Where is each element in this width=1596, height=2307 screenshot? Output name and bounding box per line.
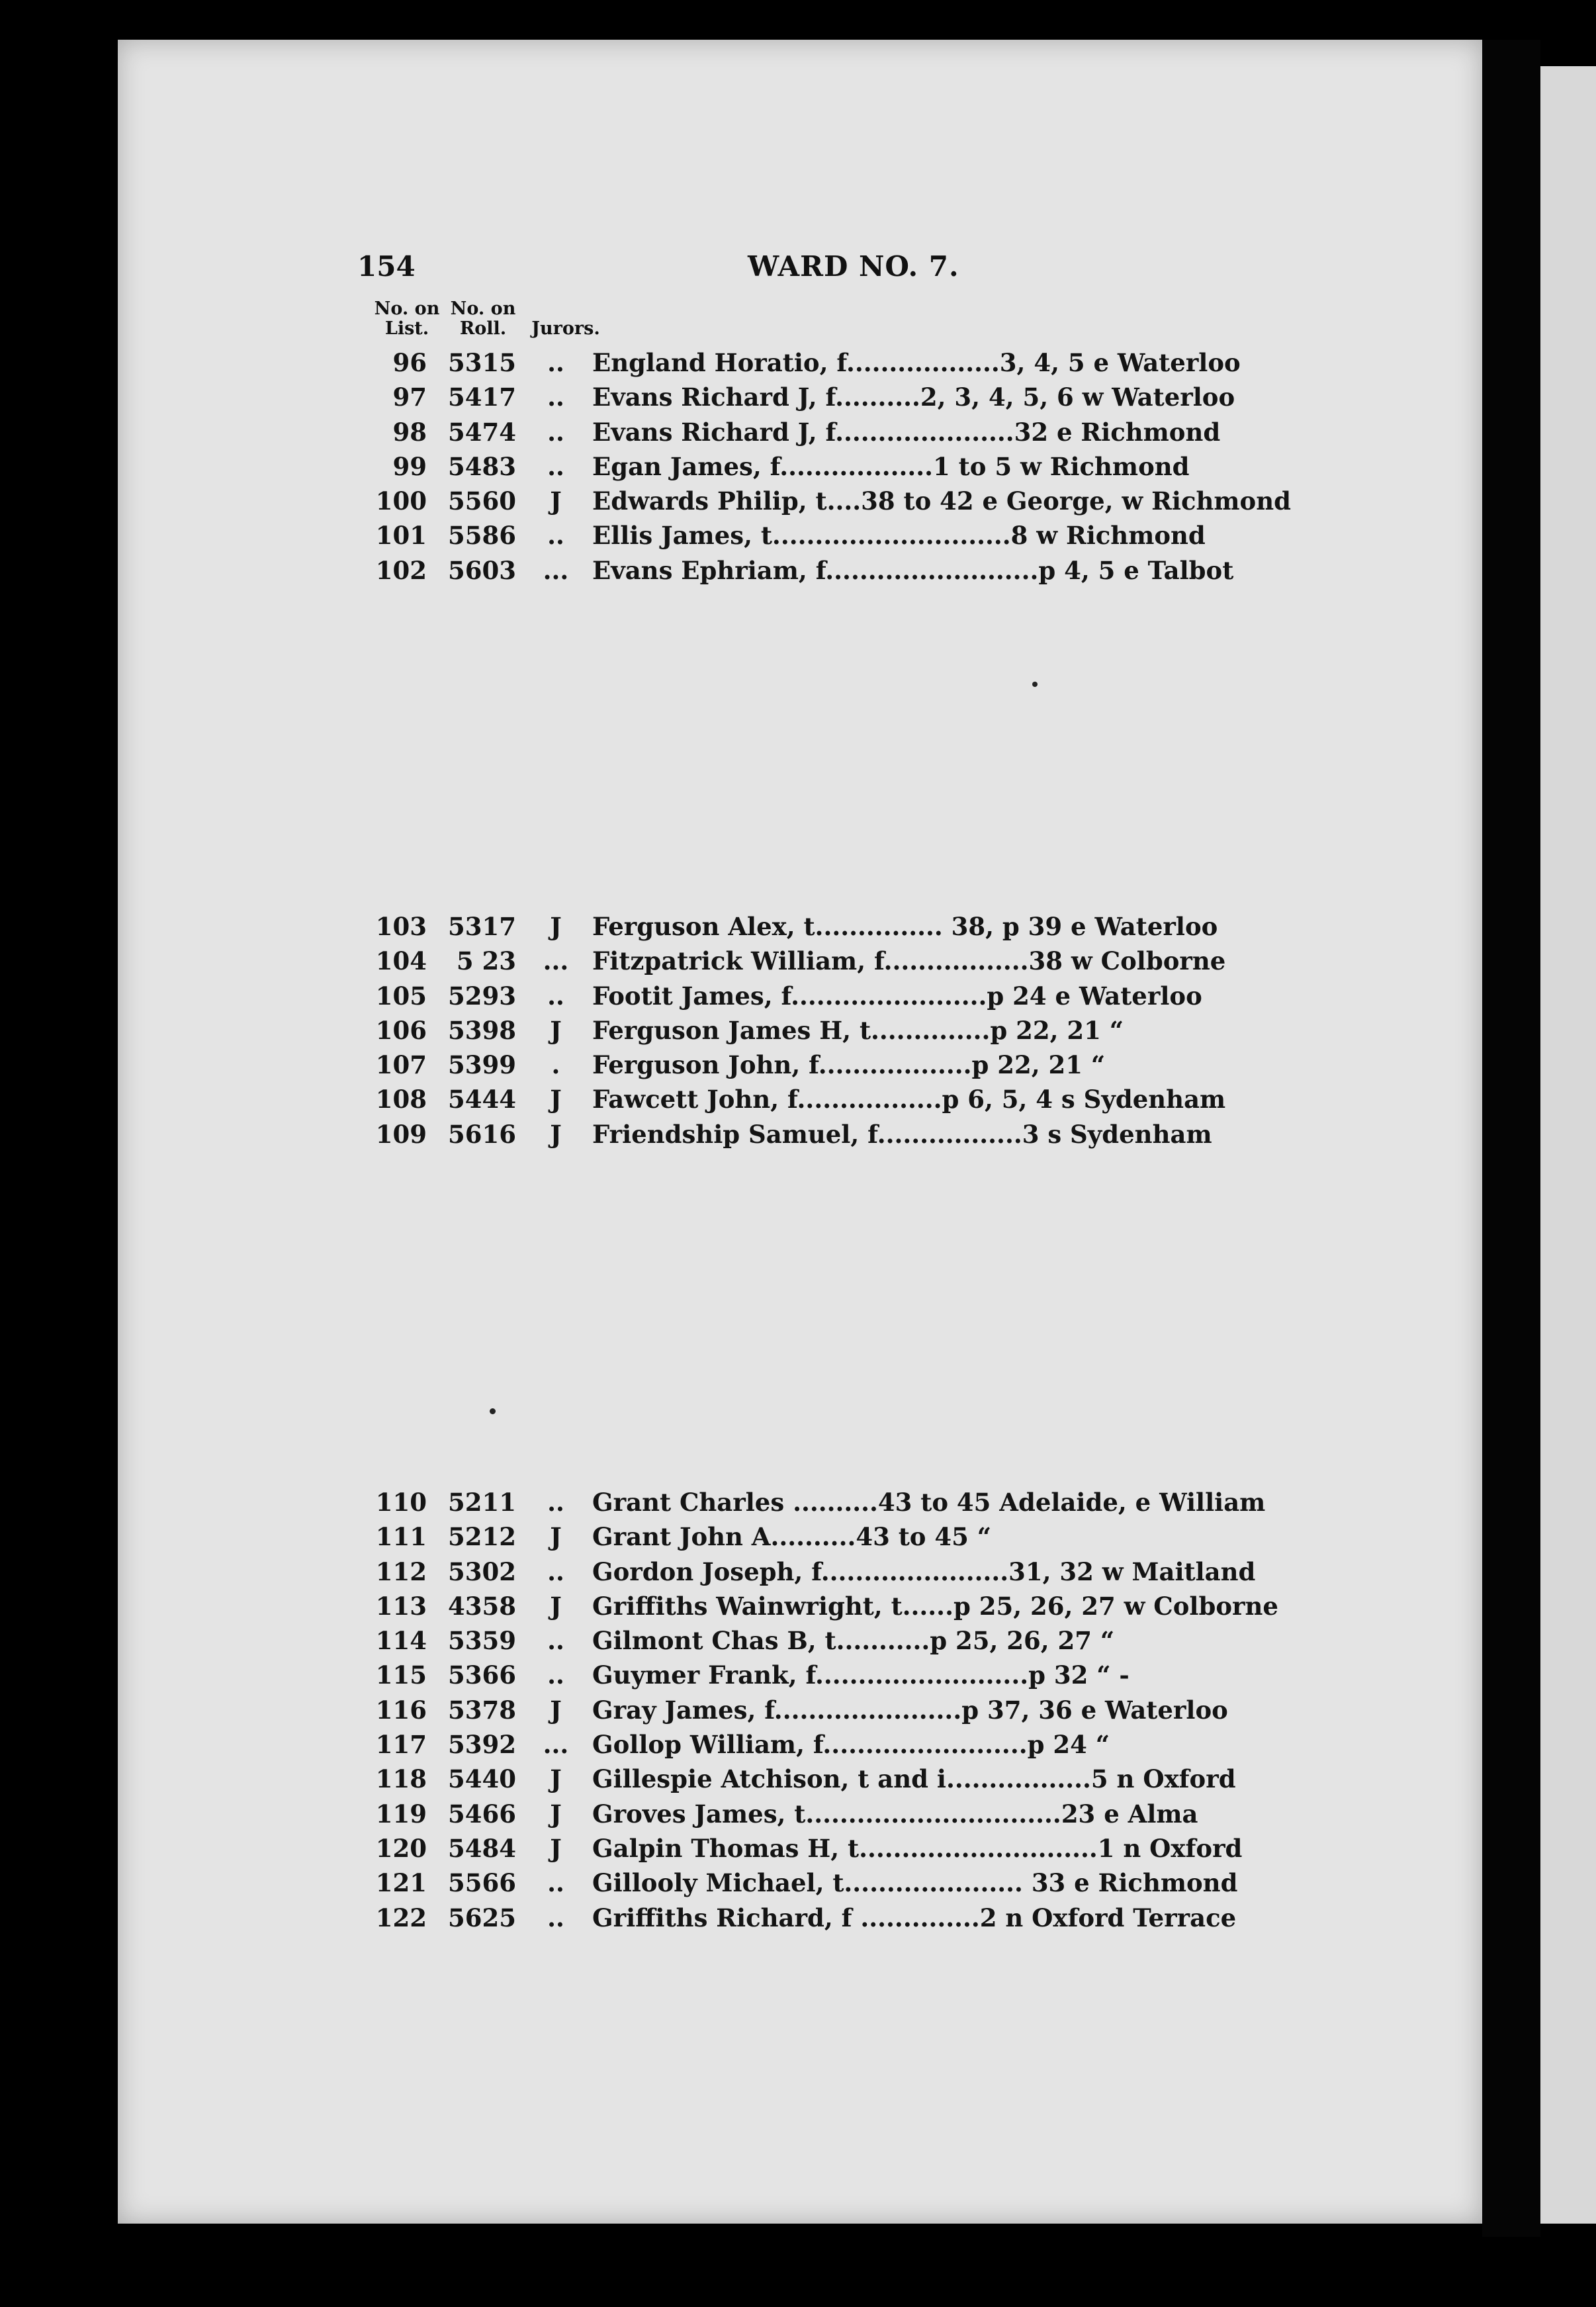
entry-text: Gillespie Atchison, t and i.................5 n Oxford: [592, 1764, 1236, 1794]
entry-text: Footit James, f.......................p 24 e Waterloo: [592, 981, 1202, 1011]
juror-mark: J: [550, 486, 562, 516]
list-row: [367, 1117, 1307, 1152]
roll-number: 5302: [448, 1557, 516, 1586]
list-row: [367, 1623, 1307, 1658]
page-header: [357, 250, 1290, 296]
list-number: 100: [375, 486, 427, 516]
juror-mark: ..: [547, 348, 564, 377]
list-row: [367, 1013, 1307, 1048]
juror-mark: ..: [547, 417, 564, 447]
list-number: 120: [375, 1833, 427, 1863]
list-number: 111: [375, 1522, 427, 1552]
entry-text: Fawcett John, f.................p 6, 5, 4 s Sydenham: [592, 1085, 1226, 1114]
scan-background: [1482, 40, 1540, 2237]
voter-section-e: [367, 345, 1307, 588]
roll-number: 5378: [448, 1695, 516, 1725]
list-number: 112: [375, 1557, 427, 1586]
entry-text: Ellis James, t............................8 w Richmond: [592, 521, 1206, 551]
list-number: 103: [375, 912, 427, 941]
roll-number: 5 23: [456, 946, 516, 976]
list-number: 105: [375, 981, 427, 1011]
entry-text: Evans Ephriam, f.........................p 4, 5 e Talbot: [592, 555, 1234, 585]
juror-mark: J: [550, 1015, 562, 1045]
entry-text: Galpin Thomas H, t............................1 n Oxford: [592, 1833, 1243, 1863]
list-number: 107: [375, 1050, 427, 1080]
list-row: [367, 1048, 1307, 1082]
list-number: 119: [375, 1799, 427, 1829]
entry-text: Griffiths Wainwright, t......p 25, 26, 27 w Colborne: [592, 1591, 1278, 1621]
roll-number: 5616: [448, 1119, 516, 1149]
voter-section-f: [367, 909, 1307, 1152]
roll-number: 5440: [448, 1764, 516, 1794]
list-number: 106: [375, 1015, 427, 1045]
list-row: [367, 944, 1307, 978]
column-header-list: No. on List.: [374, 298, 440, 339]
entry-text: Ferguson Alex, t............... 38, p 39 e Waterloo: [592, 912, 1218, 941]
roll-number: 5211: [448, 1488, 516, 1517]
roll-number: 5483: [448, 451, 516, 481]
roll-number: 5560: [448, 486, 516, 516]
list-row: [367, 415, 1307, 449]
roll-number: 5317: [448, 912, 516, 941]
juror-mark: ..: [547, 1868, 564, 1898]
entry-text: Fitzpatrick William, f.................38 w Colborne: [592, 946, 1226, 976]
column-headers: [367, 299, 632, 339]
list-row: [367, 1727, 1307, 1762]
juror-mark: ..: [547, 1488, 564, 1517]
roll-number: 5566: [448, 1868, 516, 1898]
juror-mark: J: [550, 1799, 562, 1829]
ward-title: WARD NO. 7.: [748, 250, 959, 283]
list-row: [367, 1485, 1307, 1519]
juror-mark: ...: [543, 555, 569, 585]
roll-number: 5366: [448, 1660, 516, 1690]
list-row: [367, 1901, 1307, 1935]
entry-text: Groves James, t..............................23 e Alma: [592, 1799, 1198, 1829]
list-row: [367, 380, 1307, 414]
entry-text: Edwards Philip, t....38 to 42 e George, w Richmond: [592, 486, 1291, 516]
list-number: 113: [375, 1591, 427, 1621]
roll-number: 5603: [448, 555, 516, 585]
roll-number: 5399: [448, 1050, 516, 1080]
roll-number: 5586: [448, 521, 516, 551]
entry-text: Gordon Joseph, f......................31, 32 w Maitland: [592, 1557, 1256, 1586]
juror-mark: J: [550, 1119, 562, 1149]
roll-number: 5392: [448, 1730, 516, 1760]
juror-mark: J: [550, 1695, 562, 1725]
list-number: 108: [375, 1085, 427, 1114]
entry-text: Guymer Frank, f.........................p 32 “ -: [592, 1660, 1130, 1690]
entry-text: Evans Richard J, f..........2, 3, 4, 5, 6 w Waterloo: [592, 383, 1235, 412]
entry-text: Ferguson James H, t..............p 22, 21 “: [592, 1015, 1124, 1045]
roll-number: 5293: [448, 981, 516, 1011]
juror-mark: ..: [547, 1903, 564, 1932]
list-number: 110: [375, 1488, 427, 1517]
entry-text: Egan James, f..................1 to 5 w Richmond: [592, 451, 1190, 481]
list-number: 118: [375, 1764, 427, 1794]
entry-text: Griffiths Richard, f ..............2 n Oxford Terrace: [592, 1903, 1237, 1932]
juror-mark: J: [550, 1833, 562, 1863]
entry-text: Evans Richard J, f.....................32 e Richmond: [592, 417, 1221, 447]
list-row: [367, 1762, 1307, 1796]
juror-mark: ..: [547, 981, 564, 1011]
stray-mark: [1032, 682, 1038, 687]
list-row: [367, 518, 1307, 553]
juror-mark: J: [550, 1764, 562, 1794]
juror-mark: J: [550, 1522, 562, 1552]
roll-number: 4358: [448, 1591, 516, 1621]
juror-mark: J: [550, 1591, 562, 1621]
entry-text: Gillooly Michael, t..................... 33 e Richmond: [592, 1868, 1238, 1898]
roll-number: 5417: [448, 383, 516, 412]
juror-mark: ..: [547, 383, 564, 412]
roll-number: 5484: [448, 1833, 516, 1863]
list-number: 117: [375, 1730, 427, 1760]
list-number: 99: [392, 451, 427, 481]
list-row: [367, 1693, 1307, 1727]
list-number: 96: [392, 348, 427, 377]
list-row: [367, 484, 1307, 518]
list-row: [367, 1797, 1307, 1831]
list-number: 114: [375, 1626, 427, 1656]
list-row: [367, 1555, 1307, 1589]
entry-text: Gray James, f......................p 37, 36 e Waterloo: [592, 1695, 1228, 1725]
column-header-jurors: Jurors.: [531, 318, 600, 339]
roll-number: 5315: [448, 348, 516, 377]
entry-text: Grant Charles ..........43 to 45 Adelaide, e William: [592, 1488, 1266, 1517]
entry-text: Friendship Samuel, f.................3 s Sydenham: [592, 1119, 1212, 1149]
entry-text: Gollop William, f........................p 24 “: [592, 1730, 1110, 1760]
list-row: [367, 909, 1307, 944]
list-row: [367, 1589, 1307, 1623]
list-number: 115: [375, 1660, 427, 1690]
list-number: 122: [375, 1903, 427, 1932]
entry-text: England Horatio, f..................3, 4, 5 e Waterloo: [592, 348, 1241, 377]
juror-mark: ...: [543, 1730, 569, 1760]
list-row: [367, 553, 1307, 588]
column-header-roll: No. on Roll.: [450, 298, 516, 339]
list-row: [367, 1866, 1307, 1900]
list-number: 109: [375, 1119, 427, 1149]
list-number: 102: [375, 555, 427, 585]
list-row: [367, 1831, 1307, 1866]
list-row: [367, 979, 1307, 1013]
entry-text: Gilmont Chas B, t...........p 25, 26, 27 “: [592, 1626, 1115, 1656]
roll-number: 5212: [448, 1522, 516, 1552]
adjacent-page-edge: [1540, 66, 1596, 2224]
list-row: [367, 1519, 1307, 1554]
voter-section-g: [367, 1485, 1307, 1935]
roll-number: 5398: [448, 1015, 516, 1045]
list-row: [367, 345, 1307, 380]
stray-mark: [490, 1408, 496, 1414]
roll-number: 5466: [448, 1799, 516, 1829]
entry-text: Ferguson John, f..................p 22, 21 “: [592, 1050, 1106, 1080]
page-number: 154: [357, 250, 416, 283]
list-number: 104: [375, 946, 427, 976]
roll-number: 5359: [448, 1626, 516, 1656]
entry-text: Grant John A..........43 to 45 “: [592, 1522, 992, 1552]
list-row: [367, 1658, 1307, 1692]
juror-mark: ..: [547, 1626, 564, 1656]
list-number: 121: [375, 1868, 427, 1898]
roll-number: 5625: [448, 1903, 516, 1932]
juror-mark: ..: [547, 451, 564, 481]
juror-mark: J: [550, 1085, 562, 1114]
juror-mark: ...: [543, 946, 569, 976]
juror-mark: J: [550, 912, 562, 941]
juror-mark: ..: [547, 1557, 564, 1586]
list-row: [367, 449, 1307, 484]
list-row: [367, 1082, 1307, 1116]
roll-number: 5474: [448, 417, 516, 447]
list-number: 98: [392, 417, 427, 447]
juror-mark: ..: [547, 521, 564, 551]
list-number: 97: [392, 383, 427, 412]
list-number: 116: [375, 1695, 427, 1725]
list-number: 101: [375, 521, 427, 551]
juror-mark: ..: [547, 1660, 564, 1690]
juror-mark: .: [551, 1050, 560, 1080]
roll-number: 5444: [448, 1085, 516, 1114]
